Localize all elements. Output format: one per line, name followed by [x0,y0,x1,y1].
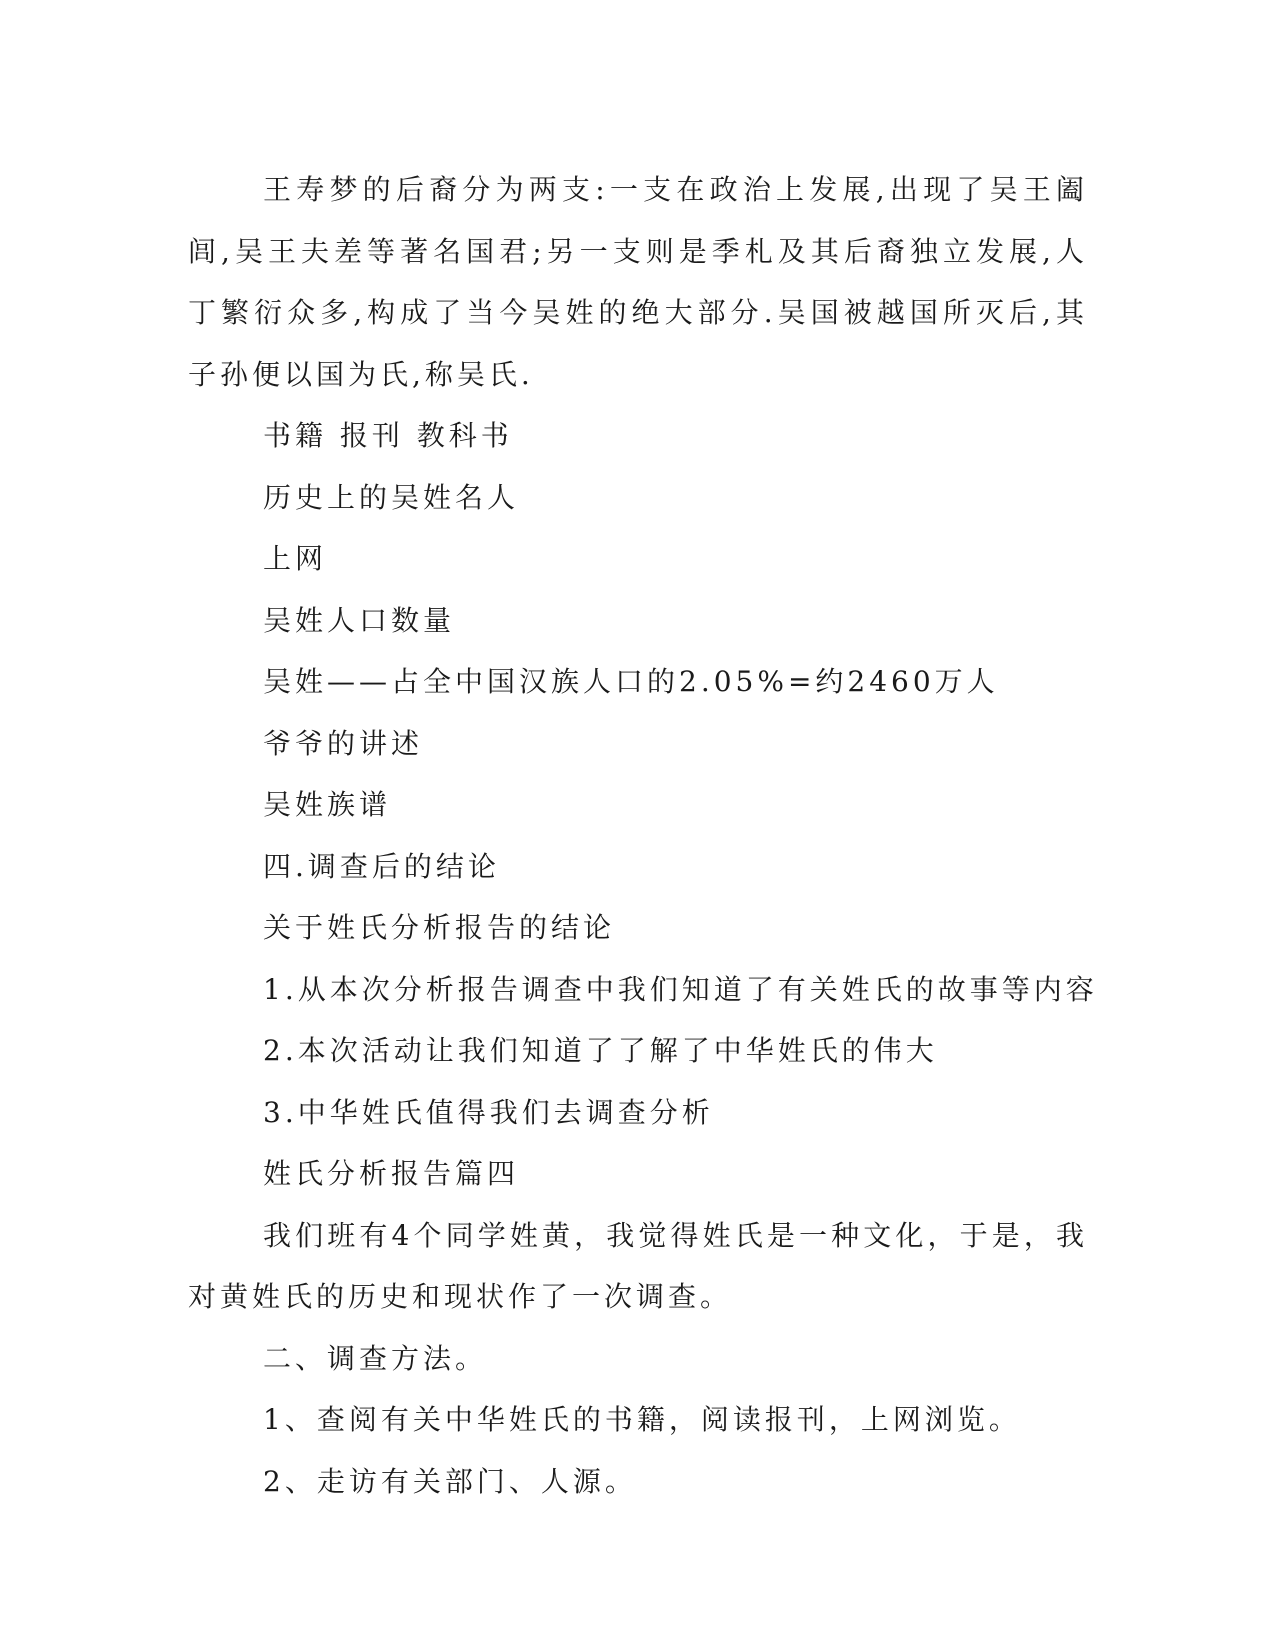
heading-section-two-methods: 二、调查方法。 [263,1341,488,1375]
paragraph-intro-wu-descendants: 王寿梦的后裔分为两支:一支在政治上发展,出现了吴王阖闾,吴王夫差等著名国君;另一支则是季札及其后裔独立发展,人丁繁衍众多,构成了当今吴姓的绝大部分.吴国被越国所灭后,其子孙便以国为氏,称吴氏. [188,173,1088,391]
paragraph-wu-population-value: 吴姓——占全中国汉族人口的2.05%=约2460万人 [263,665,999,698]
list-item-conclusion-3: 3.中华姓氏值得我们去调查分析 [263,1095,714,1129]
heading-report-part-four: 姓氏分析报告篇四 [263,1157,520,1190]
paragraph-huang-intro: 我们班有4个同学姓黄，我觉得姓氏是一种文化，于是，我对黄姓氏的历史和现状作了一次调查。 [188,1218,1088,1313]
paragraph-wu-genealogy: 吴姓族谱 [263,788,392,821]
document-page [188,159,1098,1512]
list-item-method-1: 1、查阅有关中华姓氏的书籍，阅读报刊，上网浏览。 [263,1403,1021,1436]
list-item-method-2: 2、走访有关部门、人源。 [263,1464,637,1498]
paragraph-famous-wu: 历史上的吴姓名人 [263,480,520,514]
list-item-conclusion-2: 2.本次活动让我们知道了了解了中华姓氏的伟大 [263,1034,938,1067]
paragraph-source-online: 上网 [263,542,328,575]
heading-section-four-conclusion: 四.调查后的结论 [263,849,500,883]
paragraph-grandpa-account: 爷爷的讲述 [263,726,424,760]
paragraph-source-books: 书籍 报刊 教科书 [263,419,513,452]
paragraph-wu-population-title: 吴姓人口数量 [263,603,456,637]
heading-conclusion-title: 关于姓氏分析报告的结论 [263,911,616,944]
list-item-conclusion-1: 1.从本次分析报告调查中我们知道了有关姓氏的故事等内容 [263,972,1098,1006]
